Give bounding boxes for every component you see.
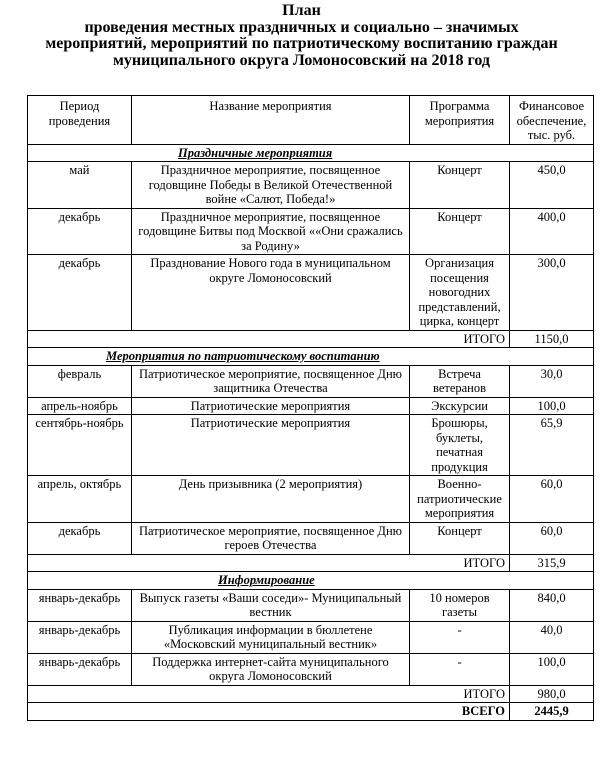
section-total-row [28,330,594,348]
section-title-cell [28,348,594,366]
cell-amount: 65,9 [510,415,594,476]
title-line-4: муниципального округа Ломоносовский на 2018 год [113,51,490,69]
cell-event-name: Праздничное мероприятие, посвященное годовщине Битвы под Москвой ««Они сражались за Родину» [131,208,409,255]
table-row [28,415,594,476]
cell-program: - [410,653,510,685]
grand-total-row [28,703,594,721]
cell-amount: 40,0 [510,621,594,653]
section-title: Мероприятия по патриотическому воспитанию [106,349,380,363]
table-row [28,397,594,415]
section-title-cell [28,572,594,590]
cell-amount: 450,0 [510,162,594,209]
cell-amount: 100,0 [510,653,594,685]
section-header-row [28,144,594,162]
table-row [28,208,594,255]
total-value: 980,0 [510,685,594,703]
cell-period: декабрь [28,255,132,331]
title-line-3: мероприятий, мероприятий по патриотическому воспитанию граждан [45,35,558,52]
total-value: 315,9 [510,554,594,572]
events-plan-table [27,95,594,721]
cell-amount: 30,0 [510,365,594,397]
cell-program: Концерт [410,208,510,255]
cell-program: Военно-патриотические мероприятия [410,476,510,523]
cell-period: январь-декабрь [28,589,132,621]
section-header-row [28,572,594,590]
table-row [28,589,594,621]
cell-event-name: День призывника (2 мероприятия) [131,476,409,523]
cell-program: Встреча ветеранов [410,365,510,397]
cell-event-name: Патриотические мероприятия [131,415,409,476]
cell-period: апрель, октябрь [28,476,132,523]
cell-period: декабрь [28,208,132,255]
section-title-cell [28,144,594,162]
total-label: ИТОГО [28,685,510,703]
cell-event-name: Патриотическое мероприятие, посвященное Дню защитника Отечества [131,365,409,397]
total-label: ИТОГО [28,554,510,572]
cell-amount: 100,0 [510,397,594,415]
cell-amount: 60,0 [510,476,594,523]
table-row [28,476,594,523]
cell-amount: 60,0 [510,522,594,554]
table-row [28,365,594,397]
cell-program: - [410,621,510,653]
section-title: Информирование [218,573,315,587]
document-title [0,0,603,69]
header-finance: Финансовое обеспечение, тыс. руб. [510,96,594,145]
header-period: Период проведения [28,96,132,145]
total-value: 1150,0 [510,330,594,348]
cell-event-name: Патриотические мероприятия [131,397,409,415]
header-name: Название мероприятия [131,96,409,145]
cell-program: Концерт [410,522,510,554]
cell-amount: 400,0 [510,208,594,255]
cell-period: декабрь [28,522,132,554]
cell-program: 10 номеров газеты [410,589,510,621]
table-row [28,255,594,331]
section-title: Праздничные мероприятия [178,145,333,160]
total-label: ИТОГО [28,330,510,348]
cell-event-name: Публикация информации в бюллетене «Московский муниципальный вестник» [131,621,409,653]
cell-event-name: Празднование Нового года в муниципальном округе Ломоносовский [131,255,409,331]
cell-event-name: Выпуск газеты «Ваши соседи»- Муниципальный вестник [131,589,409,621]
title-line-1: План [282,2,321,19]
cell-amount: 840,0 [510,589,594,621]
cell-program: Брошюры, буклеты, печатная продукция [410,415,510,476]
table-row [28,522,594,554]
cell-event-name: Поддержка интернет-сайта муниципального округа Ломоносовский [131,653,409,685]
grand-total-value: 2445,9 [510,703,594,721]
table-row [28,162,594,209]
table-header-row [28,96,594,145]
section-header-row [28,348,594,366]
grand-total-label: ВСЕГО [28,703,510,721]
cell-period: апрель-ноябрь [28,397,132,415]
section-total-row [28,554,594,572]
cell-period: январь-декабрь [28,621,132,653]
cell-period: февраль [28,365,132,397]
section-total-row [28,685,594,703]
cell-period: май [28,162,132,209]
header-program: Программа мероприятия [410,96,510,145]
cell-period: сентябрь-ноябрь [28,415,132,476]
table-row [28,621,594,653]
cell-program: Организация посещения новогодних представлений, цирка, концерт [410,255,510,331]
cell-program: Экскурсии [410,397,510,415]
table-row [28,653,594,685]
cell-amount: 300,0 [510,255,594,331]
cell-event-name: Праздничное мероприятие, посвященное годовщине Победы в Великой Отечественной войне «Салют, Победа!» [131,162,409,209]
cell-program: Концерт [410,162,510,209]
title-line-2: проведения местных праздничных и социально – значимых [84,18,519,36]
cell-period: январь-декабрь [28,653,132,685]
cell-event-name: Патриотическое мероприятие, посвященное Дню героев Отечества [131,522,409,554]
